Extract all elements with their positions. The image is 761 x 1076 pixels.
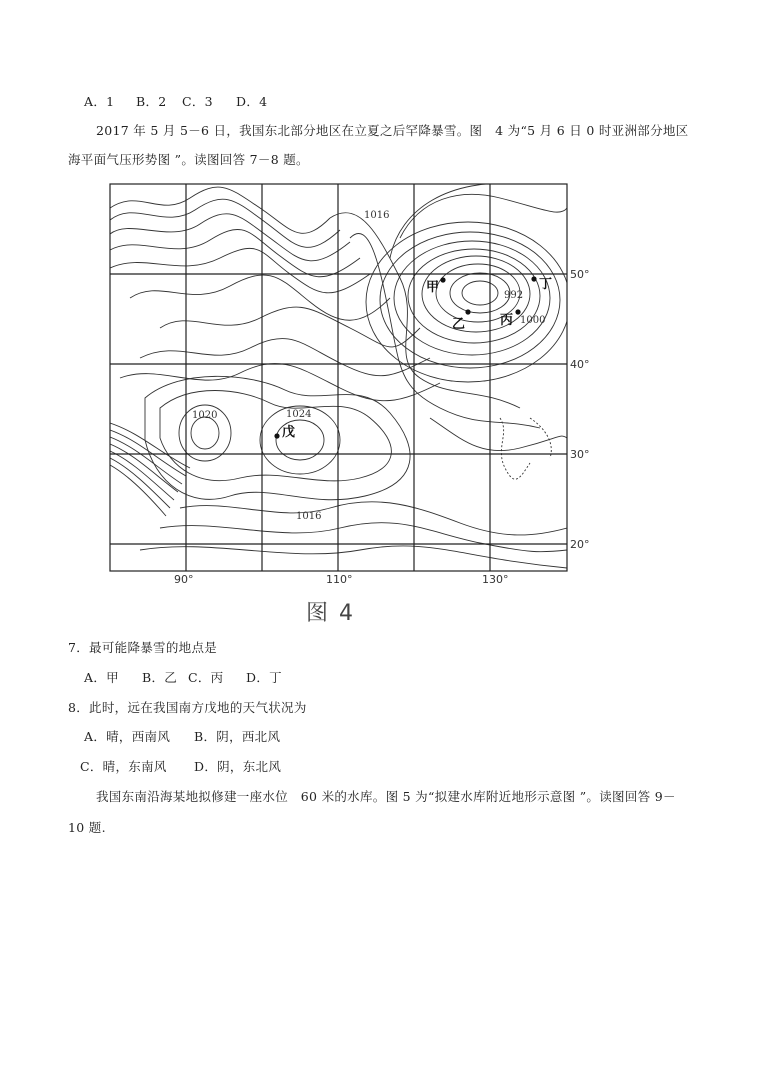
q8-option-d: D．阴，东北风: [194, 759, 282, 774]
isobar-label-992: 992: [504, 290, 524, 301]
lat-label-30: 30°: [570, 448, 590, 461]
figure-caption: 图 4: [306, 601, 355, 626]
point-wu-label: 戊: [282, 425, 296, 440]
isobar-label-1020: 1020: [192, 410, 218, 421]
lat-label-20: 20°: [570, 538, 590, 551]
point-yi-marker: [465, 309, 470, 314]
isobar-label-1000: 1000: [520, 315, 546, 326]
lon-label-90: 90°: [174, 573, 194, 586]
isobar-label-1016-south: 1016: [296, 511, 322, 522]
q7-option-a: A．甲: [84, 670, 119, 685]
q8-options-row-2: [80, 757, 281, 775]
point-bing-label: 丙: [500, 313, 514, 328]
option-d: D．4: [236, 94, 268, 109]
outro-line-2: 10 题.: [68, 820, 106, 835]
point-bing-marker: [515, 309, 520, 314]
q8-option-b: B．阴，西北风: [194, 729, 281, 744]
q8-stem: 8．此时，远在我国南方戊地的天气状况为: [68, 700, 307, 715]
lat-label-40: 40°: [570, 358, 590, 371]
lon-label-130: 130°: [482, 573, 509, 586]
q8-option-a: A．晴，西南风: [84, 729, 171, 744]
option-b: B．2: [136, 94, 167, 109]
lon-label-110: 110°: [326, 573, 353, 586]
top-options: [84, 92, 267, 110]
q7-option-c: C．丙: [188, 670, 224, 685]
q7-options: [84, 668, 282, 686]
q8-options-row-1: [84, 727, 280, 745]
q7-option-d: D．丁: [246, 670, 282, 685]
q8-option-c: C．晴，东南风: [80, 759, 167, 774]
point-ding-label: 丁: [539, 277, 553, 292]
point-yi-label: 乙: [452, 317, 466, 332]
point-ding-marker: [531, 276, 536, 281]
lat-label-50: 50°: [570, 268, 590, 281]
isobar-label-1016-north: 1016: [364, 210, 390, 221]
intro-line-1: 2017 年 5 月 5－6 日，我国东北部分地区在立夏之后罕降暴雪。图 4 为“5 月 6 日 0 时亚洲部分地区: [96, 123, 689, 138]
point-wu-marker: [274, 433, 279, 438]
isobar-label-1024: 1024: [286, 409, 312, 420]
point-jia-label: 甲: [426, 280, 440, 295]
q7-stem: 7．最可能降暴雪的地点是: [68, 640, 218, 655]
q7-option-b: B．乙: [142, 670, 178, 685]
pressure-map-figure: [100, 178, 590, 586]
option-c: C．3: [182, 94, 213, 109]
intro-line-2: 海平面气压形势图 ”。读图回答 7－8 题。: [68, 152, 309, 167]
point-jia-marker: [440, 277, 445, 282]
option-a: A．1: [84, 94, 115, 109]
outro-line-1: 我国东南沿海某地拟修建一座水位 60 米的水库。图 5 为“拟建水库附近地形示意图 ”。读图回答 9－: [96, 789, 676, 804]
